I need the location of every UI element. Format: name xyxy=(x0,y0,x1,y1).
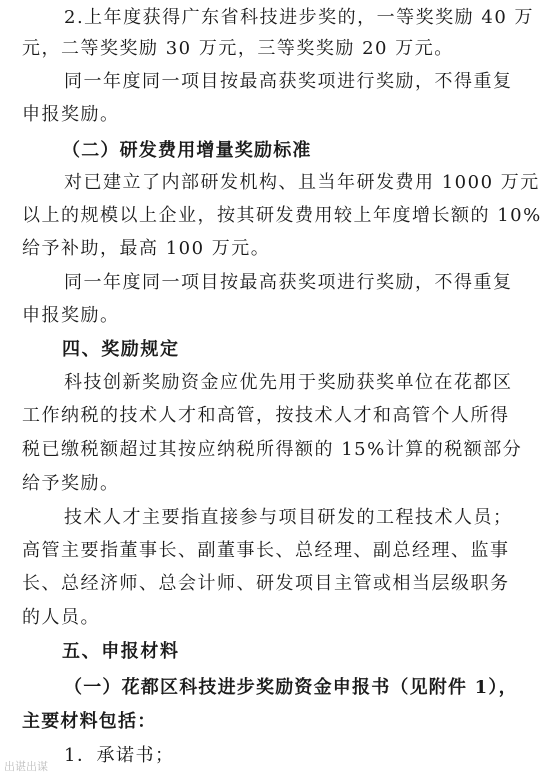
list-item: 1．承诺书； xyxy=(64,745,175,766)
section-heading: 五、申报材料 xyxy=(62,641,180,662)
paragraph-line: 以上的规模以上企业，按其研发费用较上年度增长额的 10% xyxy=(22,205,542,226)
watermark: 出谌出谋 xyxy=(4,760,48,773)
paragraph-line: 申报奖励。 xyxy=(22,104,120,125)
section-subheading: （一）花都区科技进步奖励资金申报书（见附件 1）， xyxy=(64,677,518,698)
paragraph-line: 主要材料包括： xyxy=(22,711,157,732)
paragraph-line: 元，二等奖奖励 30 万元，三等奖奖励 20 万元。 xyxy=(22,38,454,59)
paragraph-line: 对已建立了内部研发机构、且当年研发费用 1000 万元 xyxy=(64,172,540,193)
paragraph-line: 工作纳税的技术人才和高管，按技术人才和高管个人所得 xyxy=(22,405,510,426)
section-heading: 四、奖励规定 xyxy=(62,339,180,360)
paragraph-line: 给予奖励。 xyxy=(22,473,120,494)
paragraph-line: 给予补助，最高 100 万元。 xyxy=(22,238,271,259)
paragraph-line: 同一年度同一项目按最高获奖项进行奖励，不得重复 xyxy=(64,71,513,92)
paragraph-line: 高管主要指董事长、副董事长、总经理、副总经理、监事 xyxy=(22,540,510,561)
paragraph-line: 同一年度同一项目按最高获奖项进行奖励，不得重复 xyxy=(64,272,513,293)
paragraph-line: 申报奖励。 xyxy=(22,305,120,326)
paragraph-line: 科技创新奖励资金应优先用于奖励获奖单位在花都区 xyxy=(64,372,513,393)
paragraph-line: 技术人才主要指直接参与项目研发的工程技术人员； xyxy=(64,507,513,528)
paragraph-line: 长、总经济师、总会计师、研发项目主管或相当层级职务 xyxy=(22,573,510,594)
paragraph-line: 2.上年度获得广东省科技进步奖的，一等奖奖励 40 万 xyxy=(64,7,535,28)
paragraph-line: 税已缴税额超过其按应纳税所得额的 15%计算的税额部分 xyxy=(22,439,523,460)
section-subheading: （二）研发费用增量奖励标准 xyxy=(62,140,312,161)
paragraph-line: 的人员。 xyxy=(22,607,100,628)
